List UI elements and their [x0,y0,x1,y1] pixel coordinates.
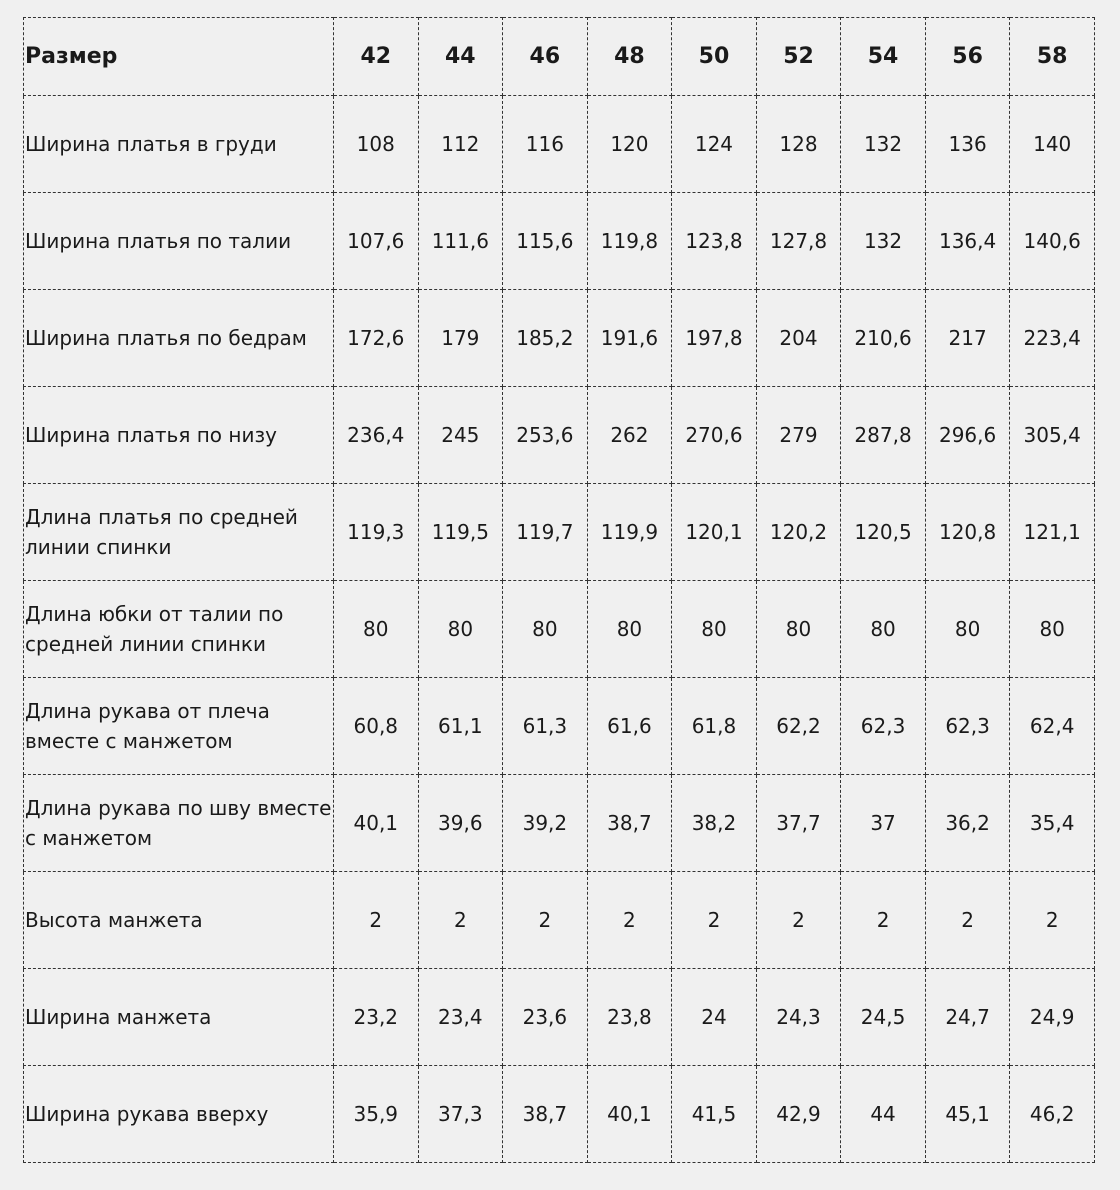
measurement-value: 210,6 [841,290,926,387]
table-row [24,290,1095,387]
measurement-value: 2 [418,872,503,969]
measurement-value: 61,3 [503,678,588,775]
measurement-value: 24,5 [841,969,926,1066]
measurement-value: 38,7 [503,1066,588,1163]
measurement-value: 80 [503,581,588,678]
measurement-value: 121,1 [1010,484,1095,581]
measurement-value: 119,7 [503,484,588,581]
size-header: 46 [503,18,588,96]
table-row [24,1066,1095,1163]
measurement-value: 107,6 [334,193,419,290]
measurement-value: 80 [587,581,672,678]
measurement-value: 111,6 [418,193,503,290]
table-row [24,96,1095,193]
table-row [24,484,1095,581]
measurement-value: 279 [756,387,841,484]
table-row [24,581,1095,678]
table-row [24,678,1095,775]
measurement-value: 2 [587,872,672,969]
measurement-value: 132 [841,96,926,193]
measurement-value: 305,4 [1010,387,1095,484]
measurement-value: 136 [925,96,1010,193]
measurement-label: Ширина платья по бедрам [24,290,334,387]
measurement-value: 127,8 [756,193,841,290]
measurement-value: 41,5 [672,1066,757,1163]
measurement-value: 112 [418,96,503,193]
measurement-value: 37 [841,775,926,872]
measurement-value: 45,1 [925,1066,1010,1163]
measurement-value: 116 [503,96,588,193]
measurement-value: 44 [841,1066,926,1163]
measurement-label: Ширина манжета [24,969,334,1066]
measurement-value: 2 [334,872,419,969]
size-header-label: Размер [24,18,334,96]
measurement-value: 296,6 [925,387,1010,484]
measurement-value: 80 [756,581,841,678]
measurement-value: 35,9 [334,1066,419,1163]
size-header: 50 [672,18,757,96]
measurement-value: 24,3 [756,969,841,1066]
measurement-value: 36,2 [925,775,1010,872]
table-row [24,775,1095,872]
measurement-value: 80 [334,581,419,678]
measurement-value: 2 [756,872,841,969]
measurement-value: 23,2 [334,969,419,1066]
measurement-value: 120,5 [841,484,926,581]
measurement-value: 62,3 [925,678,1010,775]
measurement-value: 46,2 [1010,1066,1095,1163]
measurement-value: 80 [1010,581,1095,678]
measurement-value: 37,3 [418,1066,503,1163]
measurement-value: 172,6 [334,290,419,387]
measurement-value: 197,8 [672,290,757,387]
measurement-value: 253,6 [503,387,588,484]
measurement-value: 120,1 [672,484,757,581]
measurement-value: 37,7 [756,775,841,872]
measurement-label: Длина рукава по шву вместе с манжетом [24,775,334,872]
table-row [24,969,1095,1066]
measurement-value: 191,6 [587,290,672,387]
measurement-value: 120,8 [925,484,1010,581]
measurement-value: 80 [925,581,1010,678]
size-header: 42 [334,18,419,96]
measurement-value: 35,4 [1010,775,1095,872]
measurement-value: 42,9 [756,1066,841,1163]
table-row [24,387,1095,484]
size-header: 44 [418,18,503,96]
measurement-label: Ширина платья в груди [24,96,334,193]
measurement-value: 2 [841,872,926,969]
measurement-value: 2 [925,872,1010,969]
measurement-value: 23,8 [587,969,672,1066]
measurement-value: 61,6 [587,678,672,775]
size-header: 56 [925,18,1010,96]
table-row [24,193,1095,290]
measurement-value: 120 [587,96,672,193]
measurement-value: 270,6 [672,387,757,484]
measurement-value: 140,6 [1010,193,1095,290]
measurement-value: 38,2 [672,775,757,872]
measurement-value: 40,1 [334,775,419,872]
size-header: 48 [587,18,672,96]
measurement-value: 123,8 [672,193,757,290]
measurement-value: 120,2 [756,484,841,581]
measurement-value: 39,2 [503,775,588,872]
measurement-value: 62,2 [756,678,841,775]
measurement-value: 179 [418,290,503,387]
measurement-value: 140 [1010,96,1095,193]
measurement-value: 39,6 [418,775,503,872]
measurement-value: 185,2 [503,290,588,387]
table-header-row [24,18,1095,96]
measurement-value: 24 [672,969,757,1066]
measurement-value: 124 [672,96,757,193]
measurement-value: 217 [925,290,1010,387]
measurement-value: 60,8 [334,678,419,775]
measurement-value: 62,3 [841,678,926,775]
measurement-value: 24,9 [1010,969,1095,1066]
measurement-label: Высота манжета [24,872,334,969]
measurement-value: 61,8 [672,678,757,775]
size-table [23,17,1095,1163]
measurement-value: 262 [587,387,672,484]
measurement-value: 40,1 [587,1066,672,1163]
measurement-value: 119,3 [334,484,419,581]
measurement-label: Длина рукава от плеча вместе с манжетом [24,678,334,775]
measurement-value: 80 [672,581,757,678]
measurement-value: 287,8 [841,387,926,484]
size-header: 58 [1010,18,1095,96]
measurement-value: 24,7 [925,969,1010,1066]
measurement-label: Ширина рукава вверху [24,1066,334,1163]
measurement-label: Ширина платья по низу [24,387,334,484]
measurement-value: 119,9 [587,484,672,581]
size-header: 54 [841,18,926,96]
measurement-value: 2 [672,872,757,969]
measurement-value: 119,8 [587,193,672,290]
measurement-value: 236,4 [334,387,419,484]
measurement-value: 204 [756,290,841,387]
measurement-value: 245 [418,387,503,484]
measurement-value: 38,7 [587,775,672,872]
measurement-label: Длина юбки от талии по средней линии спинки [24,581,334,678]
measurement-label: Ширина платья по талии [24,193,334,290]
measurement-value: 115,6 [503,193,588,290]
measurement-value: 128 [756,96,841,193]
measurement-value: 80 [418,581,503,678]
measurement-value: 80 [841,581,926,678]
table-row [24,872,1095,969]
table-body [24,96,1095,1163]
measurement-value: 136,4 [925,193,1010,290]
measurement-label: Длина платья по средней линии спинки [24,484,334,581]
measurement-value: 223,4 [1010,290,1095,387]
measurement-value: 119,5 [418,484,503,581]
measurement-value: 2 [503,872,588,969]
measurement-value: 2 [1010,872,1095,969]
measurement-value: 132 [841,193,926,290]
size-header: 52 [756,18,841,96]
measurement-value: 62,4 [1010,678,1095,775]
measurement-value: 23,4 [418,969,503,1066]
measurement-value: 61,1 [418,678,503,775]
measurement-value: 108 [334,96,419,193]
measurement-value: 23,6 [503,969,588,1066]
